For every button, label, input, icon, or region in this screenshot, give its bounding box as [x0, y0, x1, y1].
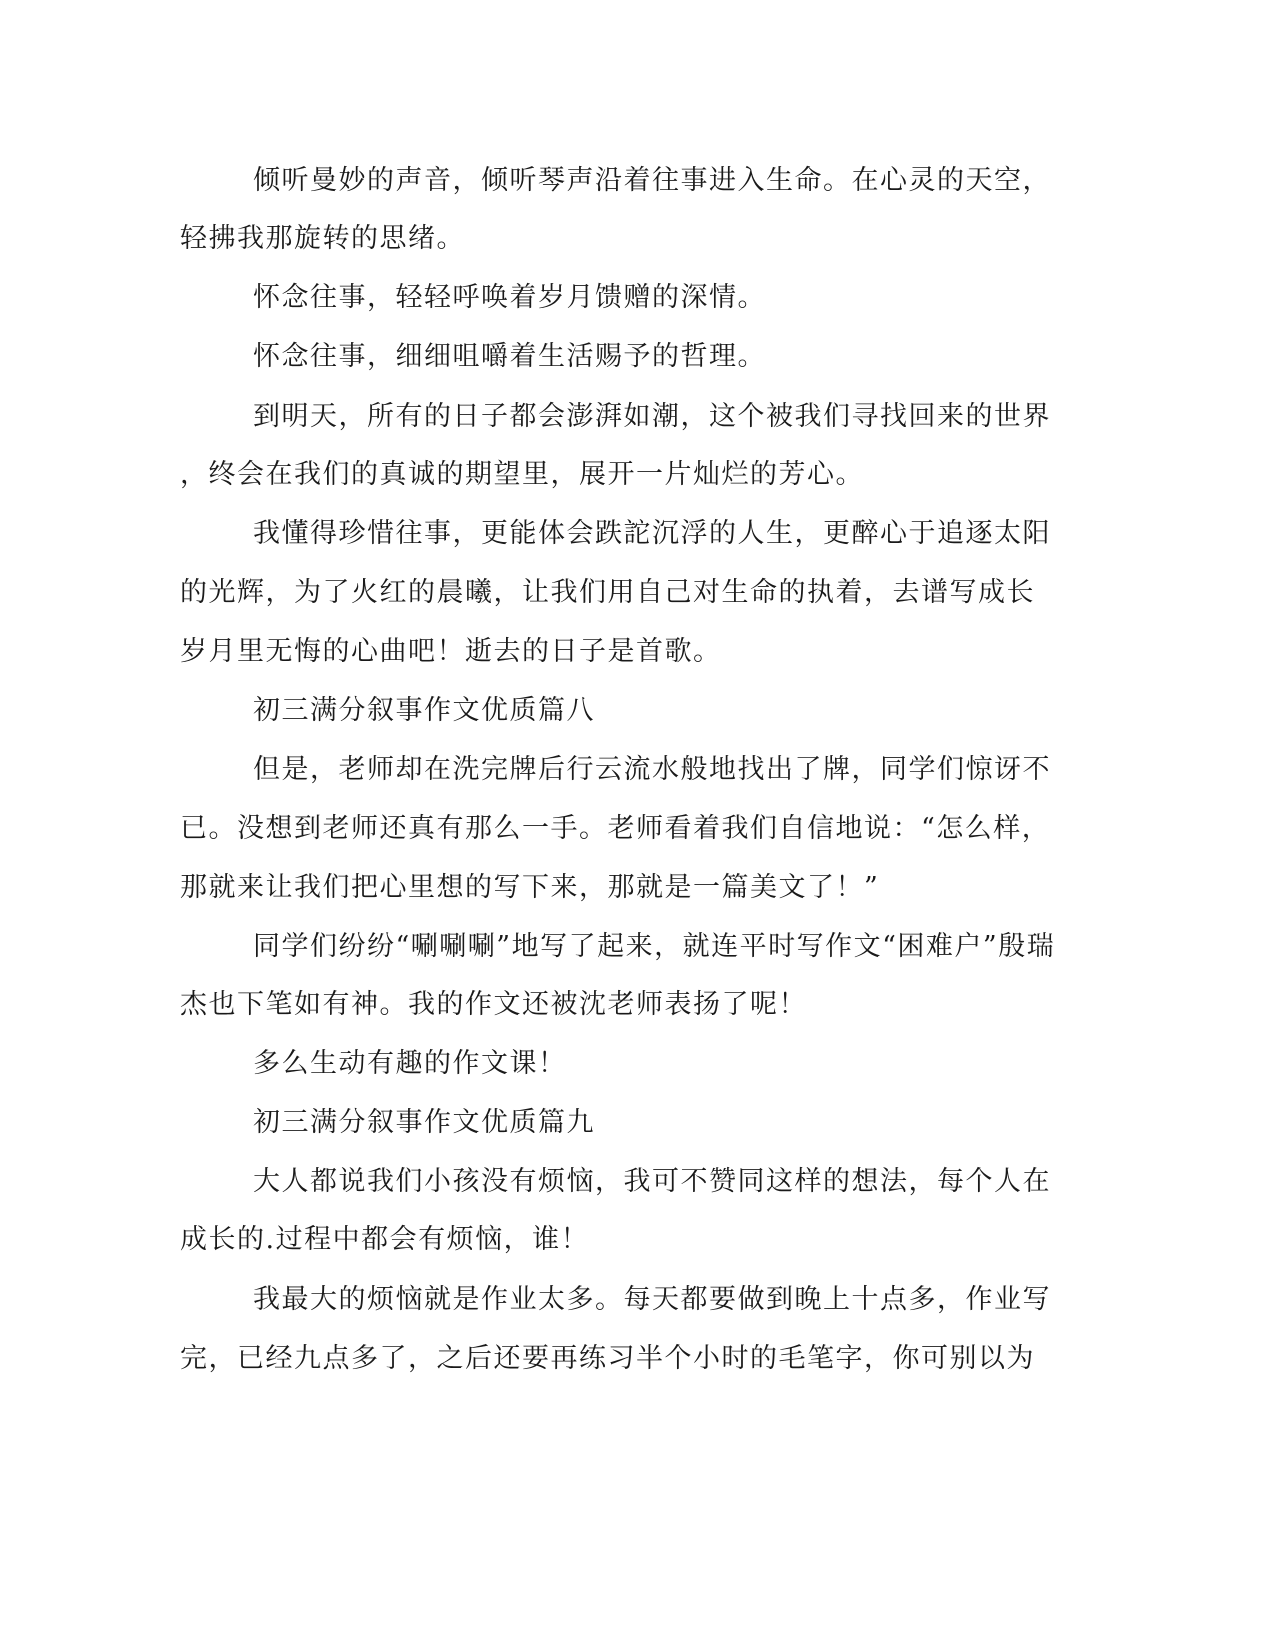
text-line: 成长的.过程中都会有烦恼，谁！ [180, 1224, 590, 1255]
text-line: 我懂得珍惜往事，更能体会跌詑沉浮的人生，更醉心于追逐太阳 [253, 518, 1051, 549]
text-line: 但是，老师却在洗完牌后行云流水般地找出了牌，同学们惊讶不 [253, 754, 1051, 785]
text-line: 杰也下笔如有神。我的作文还被沈老师表扬了呢！ [180, 989, 807, 1020]
text-line: 轻拂我那旋转的思绪。 [180, 223, 465, 254]
text-line: 的光辉，为了火红的晨曦，让我们用自己对生命的执着，去谱写成长 [180, 577, 1035, 608]
text-line: 怀念往事，细细咀嚼着生活赐予的哲理。 [253, 341, 766, 372]
section-heading: 初三满分叙事作文优质篇九 [253, 1107, 595, 1138]
text-line: 同学们纷纷“唰唰唰”地写了起来，就连平时写作文“困难户”殷瑞 [253, 931, 1056, 962]
text-line: 我最大的烦恼就是作业太多。每天都要做到晚上十点多，作业写 [253, 1284, 1051, 1315]
text-line: 完，已经九点多了，之后还要再练习半个小时的毛笔字，你可别以为 [180, 1343, 1035, 1374]
text-line: 岁月里无悔的心曲吧！逝去的日子是首歌。 [180, 636, 722, 667]
text-line: 那就来让我们把心里想的写下来，那就是一篇美文了！” [180, 872, 880, 903]
text-line: 怀念往事，轻轻呼唤着岁月馈赠的深情。 [253, 282, 766, 313]
section-heading: 初三满分叙事作文优质篇八 [253, 695, 595, 726]
text-line: 大人都说我们小孩没有烦恼，我可不赞同这样的想法，每个人在 [253, 1166, 1051, 1197]
text-line: 到明天，所有的日子都会澎湃如潮，这个被我们寻找回来的世界 [253, 401, 1051, 432]
text-line: ，终会在我们的真诚的期望里，展开一片灿烂的芳心。 [180, 459, 864, 490]
text-line: 倾听曼妙的声音，倾听琴声沿着往事进入生命。在心灵的天空， [253, 165, 1051, 196]
text-line: 多么生动有趣的作文课！ [253, 1048, 567, 1079]
text-line: 已。没想到老师还真有那么一手。老师看着我们自信地说：“怎么样， [180, 813, 1051, 844]
